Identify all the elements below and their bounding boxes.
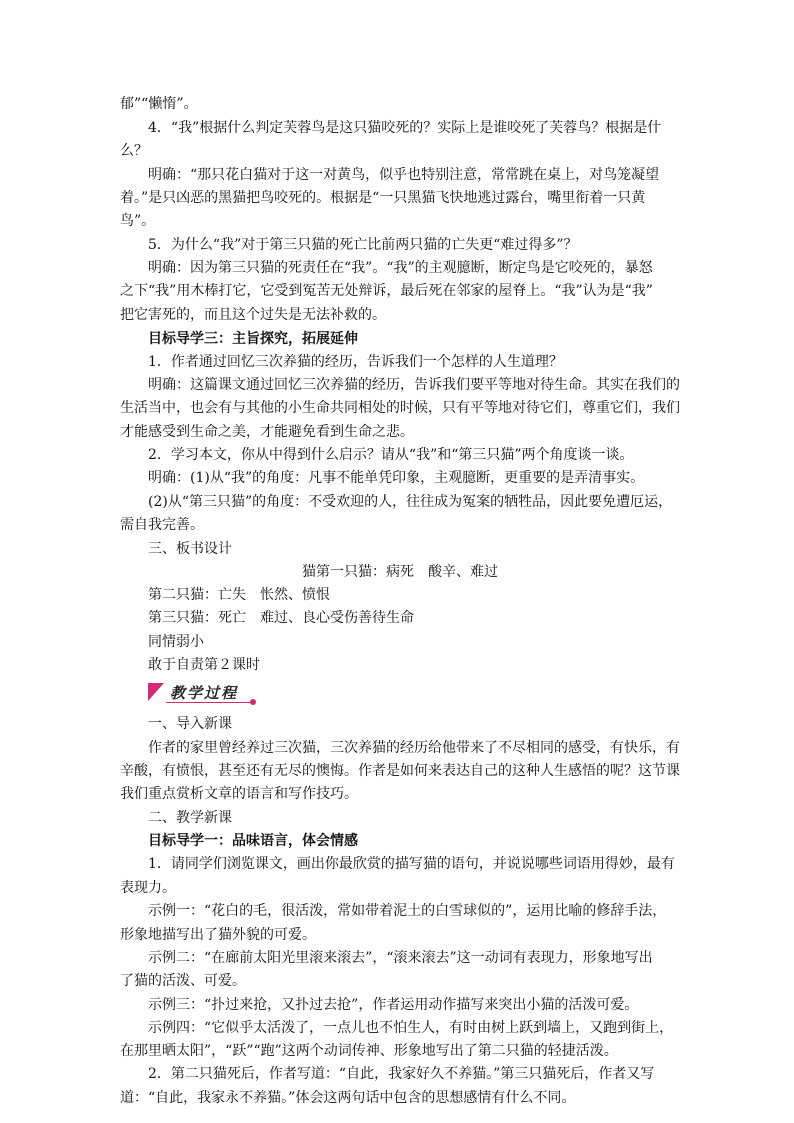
board-line: 第三只猫：死亡 难过、良心受伤善待生命 xyxy=(148,610,414,626)
section-heading: 二、教学新课 xyxy=(148,810,232,826)
text-line: 明确：这篇课文通过回忆三次养猫的经历，告诉我们要平等地对待生命。其实在我们的 xyxy=(148,377,680,393)
text-line: 作者的家里曾经养过三次猫，三次养猫的经历给他带来了不尽相同的感受，有快乐，有 xyxy=(148,740,680,756)
question-line: 5．为什么“我”对于第三只猫的死亡比前两只猫的亡失更“难过得多”？ xyxy=(148,237,578,253)
text-line: 明确：(1)从“我”的角度：凡事不能单凭印象，主观臆断，更重要的是弄清事实。 xyxy=(148,470,645,486)
section-heading: 目标导学一：品味语言，体会情感 xyxy=(148,833,358,849)
text-line: 把它害死的，而且这个过失是无法补救的。 xyxy=(120,307,386,323)
text-line: 需自我完善。 xyxy=(120,517,204,533)
text-line: 示例二：“在廊前太阳光里滚来滚去”，“滚来滚去”这一动词有表现力，形象地写出 xyxy=(148,950,653,966)
text-line: 形象地描写出了猫外貌的可爱。 xyxy=(120,927,316,943)
board-line: 敢于自责第２课时 xyxy=(148,657,260,673)
text-line: 了猫的活泼、可爱。 xyxy=(120,973,246,989)
text-line: 示例四：“它似乎太活泼了，一点儿也不怕生人，有时由树上跃到墙上，又跑到街上， xyxy=(148,1020,674,1036)
section-heading: 一、导入新课 xyxy=(148,716,232,732)
section-heading: 目标导学三：主旨探究，拓展延伸 xyxy=(148,331,358,347)
banner-triangle-icon xyxy=(148,683,164,701)
text-line: 生活当中，也会有与其他的小生命共同相处的时候，只有平等地对待它们，尊重它们，我们 xyxy=(120,400,680,416)
text-line: 示例一：“花白的毛，很活泼，常如带着泥土的白雪球似的”，运用比喻的修辞手法， xyxy=(148,903,667,919)
question-line: 1．请同学们浏览课文，画出你最欣赏的描写猫的语句，并说说哪些词语用得妙，最有 xyxy=(148,856,675,872)
text-line: 才能感受到生命之美，才能避免看到生命之悲。 xyxy=(120,424,414,440)
section-banner xyxy=(148,681,260,705)
text-line: 4．“我”根据什么判定芙蓉鸟是这只猫咬死的？实际上是谁咬死了芙蓉鸟？根据是什 xyxy=(148,120,662,136)
text-line: 我们重点赏析文章的语言和写作技巧。 xyxy=(120,786,358,802)
question-line: 2．学习本文，你从中得到什么启示？请从“我”和“第三只猫”两个角度谈一谈。 xyxy=(148,447,634,463)
banner-dot-icon xyxy=(250,699,256,705)
text-line: 明确：因为第三只猫的死责任在“我”。“我”的主观臆断，断定鸟是它咬死的，暴怒 xyxy=(148,260,653,276)
text-line: 明确：“那只花白猫对于这一对黄鸟，似乎也特别注意，常常跳在桌上，对鸟笼凝望 xyxy=(148,167,660,183)
text-line: 在那里晒太阳”，“跃”“跑”这两个动词传神、形象地写出了第二只猫的轻捷活泼。 xyxy=(120,1043,618,1059)
text-line: 示例三：“扑过来抢，又扑过去抢”，作者运用动作描写来突出小猫的活泼可爱。 xyxy=(148,997,639,1013)
section-heading: 三、板书设计 xyxy=(148,541,232,557)
text-line: 郁”“懒惰”。 xyxy=(120,96,198,112)
text-line: 么？ xyxy=(120,143,148,159)
banner-label: 教学过程 xyxy=(170,684,239,702)
text-line: 着。”是只凶恶的黑猫把鸟咬死的。根据是“一只黑猫飞快地逃过露台，嘴里衔着一只黄 xyxy=(120,190,646,206)
text-line: 鸟”。 xyxy=(120,213,156,229)
board-line: 同情弱小 xyxy=(148,634,204,650)
text-line: 辛酸，有愤恨，甚至还有无尽的懊悔。作者是如何来表达自己的这种人生感悟的呢？这节课 xyxy=(120,763,680,779)
text-line: 表现力。 xyxy=(120,880,176,896)
question-line: 2．第二只猫死后，作者写道：“自此，我家好久不养猫。”第三只猫死后，作者又写 xyxy=(148,1066,655,1082)
board-line: 第二只猫：亡失 怅然、愤恨 xyxy=(148,587,330,603)
question-line: 1．作者通过回忆三次养猫的经历，告诉我们一个怎样的人生道理？ xyxy=(148,354,563,370)
board-line: 猫第一只猫：病死 酸辛、难过 xyxy=(302,564,498,580)
text-line: (2)从“第三只猫”的角度：不受欢迎的人，往往成为冤案的牺牲品，因此要免遭厄运， xyxy=(148,494,673,510)
banner-underline xyxy=(166,702,252,703)
text-line: 之下“我”用木棒打它，它受到冤苦无处辩诉，最后死在邻家的屋脊上。“我”认为是“我” xyxy=(120,283,653,299)
text-line: 道：“自此，我家永不养猫。”体会这两句话中包含的思想感情有什么不同。 xyxy=(120,1090,576,1106)
